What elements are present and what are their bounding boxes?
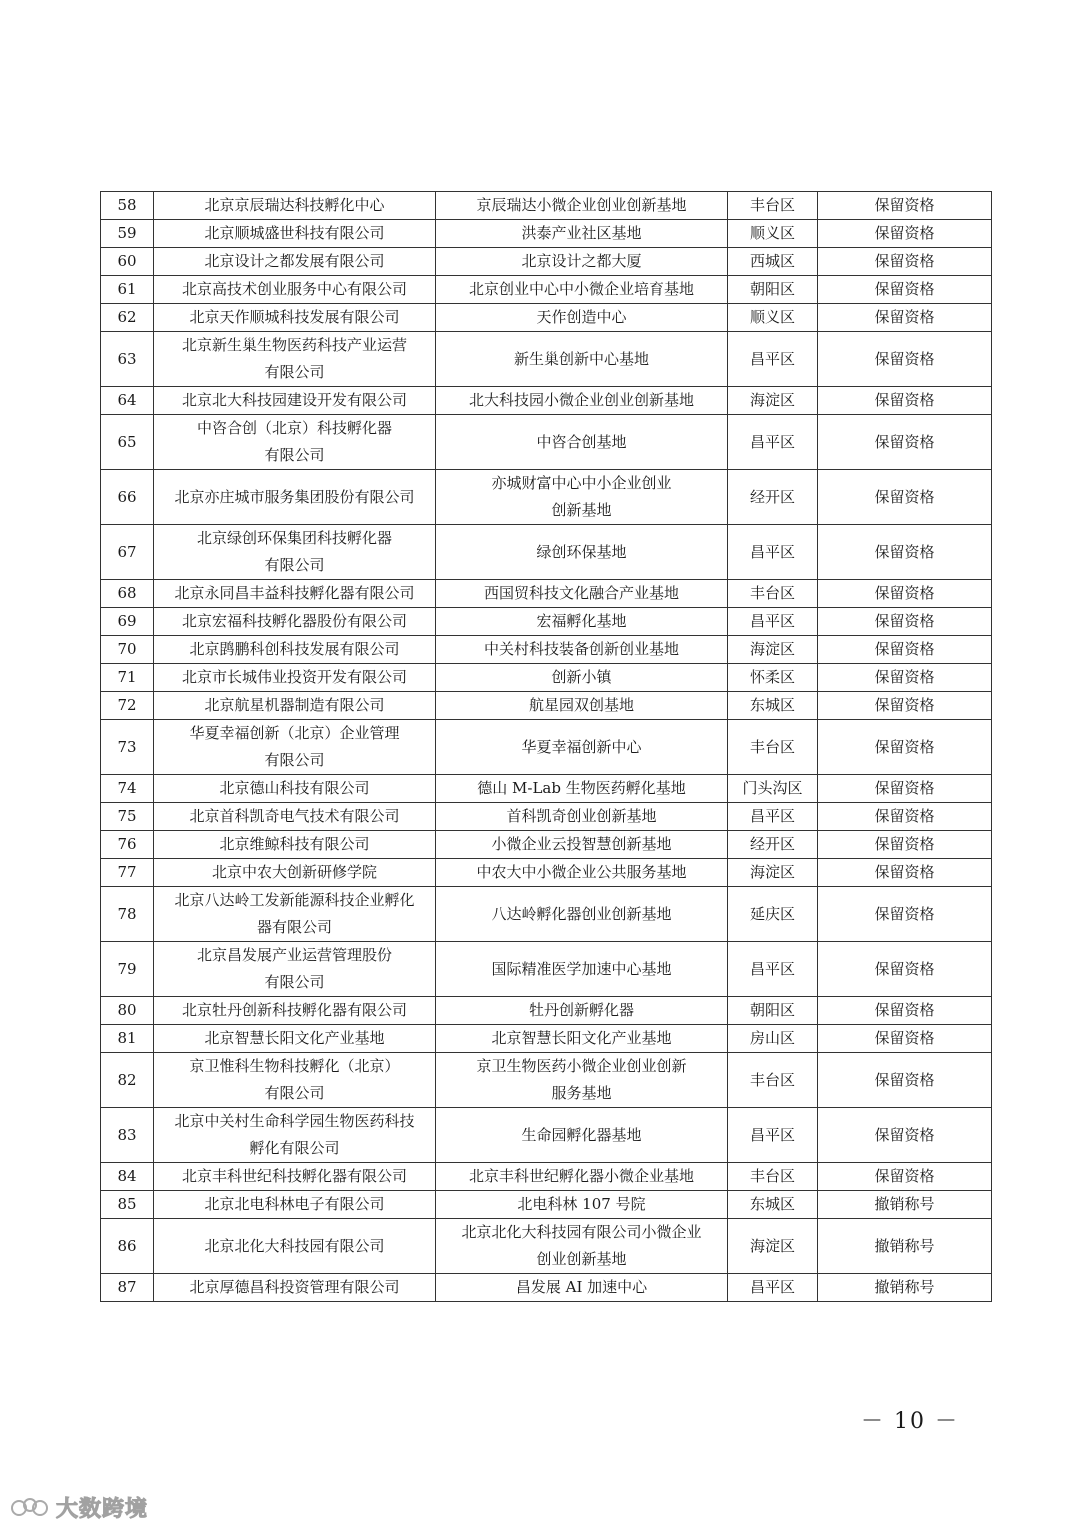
company-name-line: 华夏幸福创新（北京）企业管理 [189, 724, 400, 742]
district: 丰台区 [728, 1163, 818, 1191]
district: 朝阳区 [728, 997, 818, 1025]
row-number: 58 [101, 192, 154, 220]
base-name-line: 新生巢创新中心基地 [513, 349, 649, 368]
company-name-line: 北京新生巢生物医药科技产业运营 [181, 336, 407, 354]
company-name-line: 北京八达岭工发新能源科技企业孵化 [174, 891, 415, 909]
row-number: 61 [101, 276, 154, 304]
district: 经开区 [728, 831, 818, 859]
table-row [101, 304, 992, 332]
district: 丰台区 [728, 1053, 818, 1108]
company-name [154, 887, 436, 942]
row-number: 74 [101, 775, 154, 803]
status: 保留资格 [818, 415, 992, 470]
table-row [101, 720, 992, 775]
company-name-line: 北京京辰瑞达科技孵化中心 [204, 196, 385, 214]
table-row [101, 608, 992, 636]
company-name [154, 664, 436, 692]
base-name [436, 332, 728, 387]
table-row [101, 636, 992, 664]
base-name [436, 1274, 728, 1302]
company-name [154, 1025, 436, 1053]
row-number: 63 [101, 332, 154, 387]
base-name [436, 248, 728, 276]
company-name-line: 北京宏福科技孵化器股份有限公司 [181, 612, 407, 630]
status: 撤销称号 [818, 1191, 992, 1219]
row-number: 76 [101, 831, 154, 859]
status: 保留资格 [818, 997, 992, 1025]
status: 保留资格 [818, 387, 992, 415]
row-number: 65 [101, 415, 154, 470]
base-name-line: 服务基地 [551, 1084, 612, 1102]
district: 海淀区 [728, 1219, 818, 1274]
company-name-line: 北京亦庄城市服务集团股份有限公司 [174, 487, 415, 506]
row-number: 87 [101, 1274, 154, 1302]
company-name [154, 859, 436, 887]
row-number: 83 [101, 1108, 154, 1163]
table-row [101, 387, 992, 415]
base-name-line: 北京北化大科技园有限公司小微企业 [461, 1223, 702, 1241]
base-name-line: 中农大中小微企业公共服务基地 [476, 863, 687, 881]
base-name-line: 小微企业云投智慧创新基地 [491, 835, 672, 853]
company-name-line: 有限公司 [264, 363, 325, 381]
company-name [154, 1219, 436, 1274]
base-name-line: 航星园双创基地 [528, 696, 634, 714]
row-number: 69 [101, 608, 154, 636]
status: 保留资格 [818, 332, 992, 387]
row-number: 70 [101, 636, 154, 664]
district: 东城区 [728, 692, 818, 720]
row-number: 81 [101, 1025, 154, 1053]
base-name [436, 276, 728, 304]
row-number: 80 [101, 997, 154, 1025]
status: 撤销称号 [818, 1274, 992, 1302]
status: 保留资格 [818, 1108, 992, 1163]
company-name-line: 北京设计之都发展有限公司 [204, 252, 385, 270]
district: 昌平区 [728, 415, 818, 470]
page-number: － 10 － [861, 1409, 959, 1434]
table-row [101, 831, 992, 859]
base-name [436, 997, 728, 1025]
status: 保留资格 [818, 276, 992, 304]
table-row [101, 332, 992, 387]
company-name [154, 997, 436, 1025]
table-row [101, 887, 992, 942]
table-row [101, 859, 992, 887]
table-row [101, 525, 992, 580]
table-body [101, 192, 992, 1302]
base-name-line: 北大科技园小微企业创业创新基地 [468, 391, 694, 409]
base-name [436, 887, 728, 942]
company-name [154, 942, 436, 997]
base-name [436, 220, 728, 248]
status: 保留资格 [818, 831, 992, 859]
row-number: 67 [101, 525, 154, 580]
district: 昌平区 [728, 803, 818, 831]
base-name-line: 北京创业中心中小微企业培育基地 [468, 280, 694, 298]
company-name-line: 北京厚德昌科投资管理有限公司 [189, 1278, 400, 1296]
status: 保留资格 [818, 304, 992, 332]
table-row [101, 803, 992, 831]
district: 东城区 [728, 1191, 818, 1219]
company-name-line: 北京德山科技有限公司 [219, 779, 370, 797]
base-name-line: 洪泰产业社区基地 [521, 224, 642, 242]
company-name-line: 中咨合创（北京）科技孵化器 [196, 419, 392, 437]
company-name-line: 北京市长城伟业投资开发有限公司 [181, 668, 407, 686]
table-row [101, 664, 992, 692]
row-number: 60 [101, 248, 154, 276]
status: 保留资格 [818, 720, 992, 775]
base-name [436, 192, 728, 220]
status: 保留资格 [818, 248, 992, 276]
base-name [436, 470, 728, 525]
base-name [436, 387, 728, 415]
company-name [154, 636, 436, 664]
company-name-line: 北京丰科世纪科技孵化器有限公司 [181, 1167, 407, 1185]
base-name [436, 1191, 728, 1219]
base-name-line: 国际精准医学加速中心基地 [491, 959, 672, 978]
base-name-line: 宏福孵化基地 [536, 612, 627, 630]
company-name-line: 北京北电科林电子有限公司 [204, 1195, 385, 1213]
company-name-line: 有限公司 [264, 556, 325, 574]
company-name-line: 北京鹍鹏科创科技发展有限公司 [189, 640, 400, 658]
company-name-line: 北京北化大科技园有限公司 [204, 1236, 385, 1255]
status: 保留资格 [818, 580, 992, 608]
base-name [436, 692, 728, 720]
base-name-line: 创新小镇 [551, 668, 612, 686]
incubator-table [100, 191, 992, 1302]
table-row [101, 1219, 992, 1274]
district: 门头沟区 [728, 775, 818, 803]
company-name [154, 1108, 436, 1163]
status: 保留资格 [818, 859, 992, 887]
company-name [154, 775, 436, 803]
company-name [154, 831, 436, 859]
base-name-line: 北京丰科世纪孵化器小微企业基地 [468, 1167, 694, 1185]
base-name [436, 1025, 728, 1053]
base-name [436, 1219, 728, 1274]
company-name [154, 692, 436, 720]
table-row [101, 276, 992, 304]
table-row [101, 775, 992, 803]
base-name [436, 775, 728, 803]
company-name [154, 470, 436, 525]
company-name [154, 332, 436, 387]
company-name [154, 1274, 436, 1302]
table-row [101, 248, 992, 276]
company-name [154, 1053, 436, 1108]
company-name [154, 803, 436, 831]
table-row [101, 192, 992, 220]
row-number: 72 [101, 692, 154, 720]
district: 昌平区 [728, 1274, 818, 1302]
district: 西城区 [728, 248, 818, 276]
row-number: 84 [101, 1163, 154, 1191]
base-name-line: 中咨合创基地 [536, 432, 627, 451]
status: 保留资格 [818, 803, 992, 831]
company-name-line: 有限公司 [264, 446, 325, 464]
base-name-line: 首科凯奇创业创新基地 [506, 807, 657, 825]
company-name-line: 北京航星机器制造有限公司 [204, 696, 385, 714]
company-name [154, 1163, 436, 1191]
status: 撤销称号 [818, 1219, 992, 1274]
district: 昌平区 [728, 525, 818, 580]
table-row [101, 1274, 992, 1302]
company-name-line: 北京牡丹创新科技孵化器有限公司 [181, 1001, 407, 1019]
district: 海淀区 [728, 859, 818, 887]
watermark-text: 大数跨境 [56, 1496, 149, 1522]
table-row [101, 1025, 992, 1053]
base-name-line: 京卫生物医药小微企业创业创新 [476, 1057, 687, 1075]
district: 丰台区 [728, 580, 818, 608]
district: 昌平区 [728, 1108, 818, 1163]
table-row [101, 997, 992, 1025]
base-name [436, 942, 728, 997]
base-name [436, 1108, 728, 1163]
table-row [101, 470, 992, 525]
company-name [154, 525, 436, 580]
row-number: 86 [101, 1219, 154, 1274]
base-name [436, 803, 728, 831]
company-name [154, 220, 436, 248]
row-number: 64 [101, 387, 154, 415]
base-name-line: 中关村科技装备创新创业基地 [483, 640, 679, 658]
company-name-line: 北京绿创环保集团科技孵化器 [196, 529, 392, 547]
base-name [436, 664, 728, 692]
base-name-line: 生命园孵化器基地 [521, 1125, 642, 1144]
base-name [436, 304, 728, 332]
base-name-line: 亦城财富中心中小企业创业 [491, 474, 672, 492]
company-name [154, 276, 436, 304]
status: 保留资格 [818, 775, 992, 803]
base-name-line: 北电科林 107 号院 [517, 1195, 646, 1213]
status: 保留资格 [818, 887, 992, 942]
company-name-line: 北京中关村生命科学园生物医药科技 [174, 1112, 415, 1130]
base-name-line: 德山 M-Lab 生物医药孵化基地 [477, 779, 686, 797]
company-name-line: 北京高技术创业服务中心有限公司 [181, 280, 407, 298]
base-name [436, 636, 728, 664]
row-number: 79 [101, 942, 154, 997]
status: 保留资格 [818, 470, 992, 525]
status: 保留资格 [818, 664, 992, 692]
row-number: 77 [101, 859, 154, 887]
district: 昌平区 [728, 608, 818, 636]
base-name-line: 京辰瑞达小微企业创业创新基地 [476, 196, 687, 214]
row-number: 85 [101, 1191, 154, 1219]
row-number: 73 [101, 720, 154, 775]
row-number: 68 [101, 580, 154, 608]
base-name-line: 绿创环保基地 [536, 542, 627, 561]
status: 保留资格 [818, 692, 992, 720]
district: 丰台区 [728, 720, 818, 775]
base-name [436, 1163, 728, 1191]
company-name [154, 608, 436, 636]
company-name-line: 北京北大科技园建设开发有限公司 [181, 391, 407, 409]
district: 怀柔区 [728, 664, 818, 692]
district: 顺义区 [728, 304, 818, 332]
district: 海淀区 [728, 636, 818, 664]
company-name [154, 248, 436, 276]
base-name-line: 华夏幸福创新中心 [521, 737, 642, 756]
base-name-line: 西国贸科技文化融合产业基地 [483, 584, 679, 602]
base-name-line: 创业创新基地 [536, 1250, 627, 1268]
status: 保留资格 [818, 942, 992, 997]
row-number: 59 [101, 220, 154, 248]
base-name-line: 昌发展 AI 加速中心 [515, 1278, 648, 1296]
district: 顺义区 [728, 220, 818, 248]
company-name-line: 北京智慧长阳文化产业基地 [204, 1029, 385, 1047]
district: 朝阳区 [728, 276, 818, 304]
watermark [10, 1492, 148, 1522]
base-name [436, 525, 728, 580]
base-name [436, 415, 728, 470]
district: 昌平区 [728, 942, 818, 997]
status: 保留资格 [818, 636, 992, 664]
company-name-line: 北京顺城盛世科技有限公司 [204, 224, 385, 242]
company-name-line: 北京永同昌丰益科技孵化器有限公司 [174, 584, 415, 602]
table-row [101, 1191, 992, 1219]
district: 丰台区 [728, 192, 818, 220]
district: 经开区 [728, 470, 818, 525]
company-name-line: 有限公司 [264, 751, 325, 769]
status: 保留资格 [818, 1025, 992, 1053]
company-name-line: 器有限公司 [256, 918, 332, 936]
base-name [436, 720, 728, 775]
company-name-line: 北京昌发展产业运营管理股份 [196, 946, 392, 964]
table-row [101, 1163, 992, 1191]
company-name-line: 北京中农大创新研修学院 [211, 863, 377, 881]
status: 保留资格 [818, 1053, 992, 1108]
table-row [101, 692, 992, 720]
company-name [154, 580, 436, 608]
status: 保留资格 [818, 192, 992, 220]
row-number: 75 [101, 803, 154, 831]
district: 昌平区 [728, 332, 818, 387]
row-number: 78 [101, 887, 154, 942]
row-number: 66 [101, 470, 154, 525]
company-name [154, 304, 436, 332]
base-name-line: 创新基地 [551, 501, 612, 519]
district: 延庆区 [728, 887, 818, 942]
base-name [436, 831, 728, 859]
row-number: 62 [101, 304, 154, 332]
row-number: 82 [101, 1053, 154, 1108]
table-row [101, 415, 992, 470]
table-row [101, 580, 992, 608]
base-name [436, 1053, 728, 1108]
status: 保留资格 [818, 220, 992, 248]
company-name-line: 北京维鲸科技有限公司 [219, 835, 370, 853]
table-row [101, 220, 992, 248]
company-name [154, 387, 436, 415]
company-name [154, 415, 436, 470]
base-name-line: 北京智慧长阳文化产业基地 [491, 1029, 672, 1047]
company-name-line: 北京天作顺城科技发展有限公司 [189, 308, 400, 326]
table-row [101, 1108, 992, 1163]
company-name-line: 京卫惟科生物科技孵化（北京） [189, 1057, 400, 1075]
company-name [154, 192, 436, 220]
status: 保留资格 [818, 1163, 992, 1191]
base-name [436, 608, 728, 636]
company-name-line: 有限公司 [264, 973, 325, 991]
base-name-line: 北京设计之都大厦 [521, 252, 642, 270]
base-name [436, 859, 728, 887]
status: 保留资格 [818, 608, 992, 636]
status: 保留资格 [818, 525, 992, 580]
base-name-line: 牡丹创新孵化器 [528, 1001, 634, 1019]
base-name [436, 580, 728, 608]
table-row [101, 1053, 992, 1108]
company-name [154, 720, 436, 775]
company-name-line: 孵化有限公司 [249, 1139, 340, 1157]
company-name-line: 北京首科凯奇电气技术有限公司 [189, 807, 400, 825]
row-number: 71 [101, 664, 154, 692]
company-name-line: 有限公司 [264, 1084, 325, 1102]
table-row [101, 942, 992, 997]
company-name [154, 1191, 436, 1219]
district: 房山区 [728, 1025, 818, 1053]
district: 海淀区 [728, 387, 818, 415]
brand-logo-icon [10, 1494, 50, 1520]
base-name-line: 八达岭孵化器创业创新基地 [491, 904, 672, 923]
base-name-line: 天作创造中心 [536, 308, 627, 326]
